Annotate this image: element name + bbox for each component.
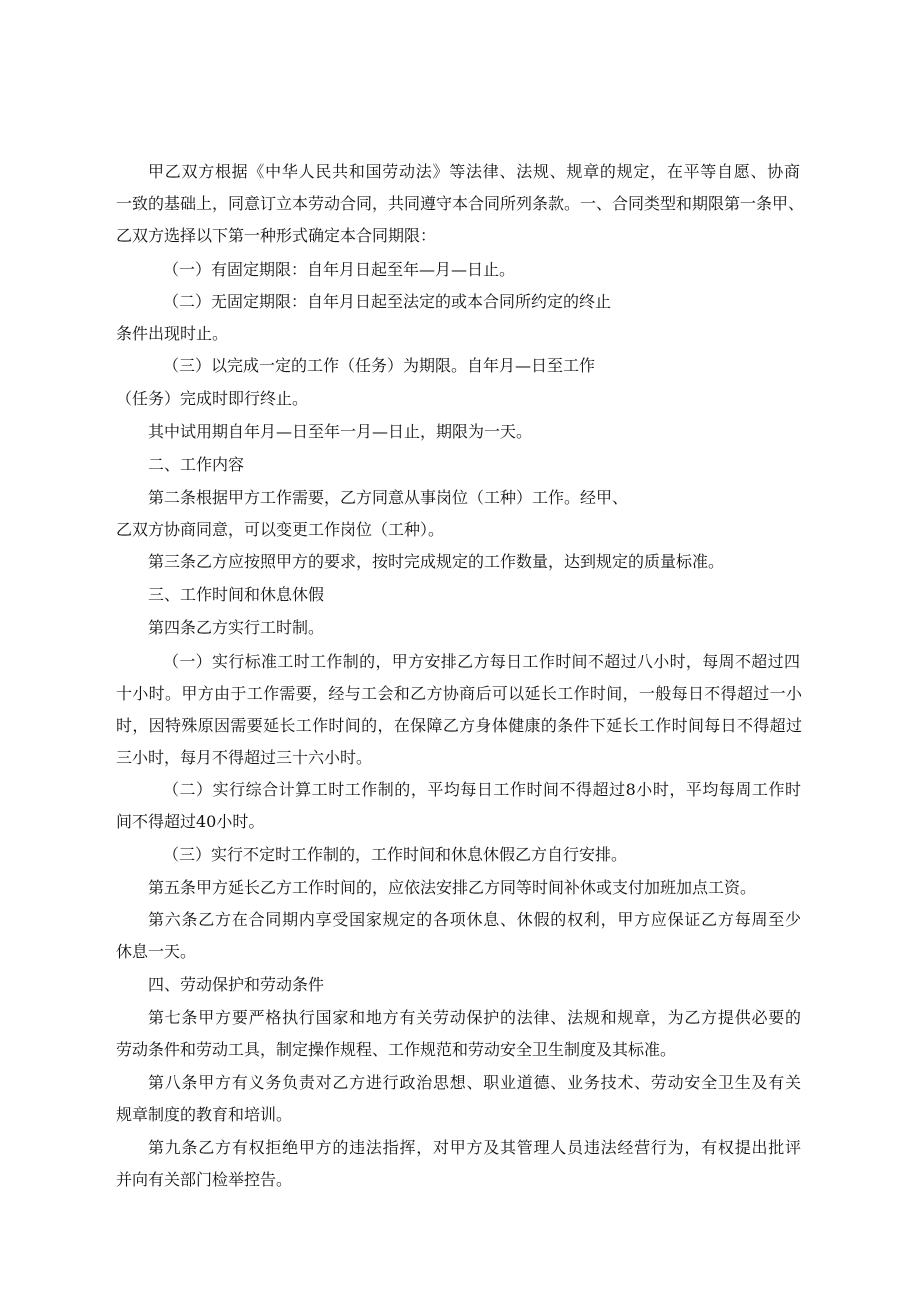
text-line: 时，因特殊原因需要延长工作时间的，在保障乙方身体健康的条件下延长工作时间每日不得超过 (116, 716, 802, 735)
text-line: 第九条乙方有权拒绝甲方的违法指挥，对甲方及其管理人员违法经营行为，有权提出批评 (148, 1138, 801, 1157)
text-line: （一）实行标准工时工作制的，甲方安排乙方每日工作时间不超过八小时，每周不超过四 (163, 652, 800, 671)
text-line: 乙双方协商同意，可以变更工作岗位（工种）。 (116, 520, 445, 539)
text-line: 条件出现时止。 (116, 324, 229, 343)
text-line: 甲乙双方根据《中华人民共和国劳动法》等法律、法规、规章的规定，在平等自愿、协商 (148, 162, 800, 181)
text-line: 规章制度的教育和培训。 (116, 1105, 293, 1124)
text-line: （一）有固定期限：自年月日起至年—月—日止。 (163, 260, 516, 279)
text-line: 其中试用期自年月—日至年一月—日止，期限为一天。 (148, 422, 533, 441)
text-line: 三小时，每月不得超过三十六小时。 (116, 748, 373, 767)
text-line: 并向有关部门检举控告。 (116, 1170, 293, 1189)
text-line: 一致的基础上，同意订立本劳动合同，共同遵守本合同所列条款。一、合同类型和期限第一条甲、 (116, 194, 805, 213)
text-line: （任务）完成时即行终止。 (116, 389, 309, 408)
text-line: （二）无固定期限：自年月日起至法定的或本合同所约定的终止 (163, 292, 612, 311)
text-line: （三）以完成一定的工作（任务）为期限。自年月—日至工作 (163, 356, 596, 375)
text-line: 第八条甲方有义务负责对乙方进行政治思想、职业道德、业务技术、劳动安全卫生及有关 (148, 1073, 801, 1092)
text-line: 乙双方选择以下第一种形式确定本合同期限： (116, 226, 437, 245)
text-line: 第六条乙方在合同期内享受国家规定的各项休息、休假的权利，甲方应保证乙方每周至少 (148, 910, 801, 929)
text-line: 第五条甲方延长乙方工作时间的，应依法安排乙方同等时间补休或支付加班加点工资。 (148, 878, 757, 897)
text-line: 劳动条件和劳动工具，制定操作规程、工作规范和劳动安全卫生制度及其标准。 (116, 1040, 677, 1059)
text-line: 十小时。甲方由于工作需要，经与工会和乙方协商后可以延长工作时间，一般每日不得超过一小 (116, 684, 802, 703)
section-heading: 三、工作时间和休息休假 (148, 585, 325, 604)
text-line: 第二条根据甲方工作需要，乙方同意从事岗位（工种）工作。经甲、 (148, 488, 629, 507)
text-line: 第三条乙方应按照甲方的要求，按时完成规定的工作数量，达到规定的质量标准。 (148, 552, 725, 571)
text-line: （二）实行综合计算工时工作制的，平均每日工作时间不得超过8小时，平均每周工作时 (163, 780, 801, 799)
text-line: （三）实行不定时工作制的，工作时间和休息休假乙方自行安排。 (163, 845, 628, 864)
section-heading: 二、工作内容 (148, 455, 245, 474)
section-heading: 四、劳动保护和劳动条件 (148, 975, 325, 994)
text-line: 第四条乙方实行工时制。 (148, 618, 325, 637)
text-line: 休息一天。 (116, 942, 197, 961)
text-line: 第七条甲方要严格执行国家和地方有关劳动保护的法律、法规和规章，为乙方提供必要的 (148, 1008, 801, 1027)
text-line: 间不得超过40小时。 (116, 812, 265, 831)
